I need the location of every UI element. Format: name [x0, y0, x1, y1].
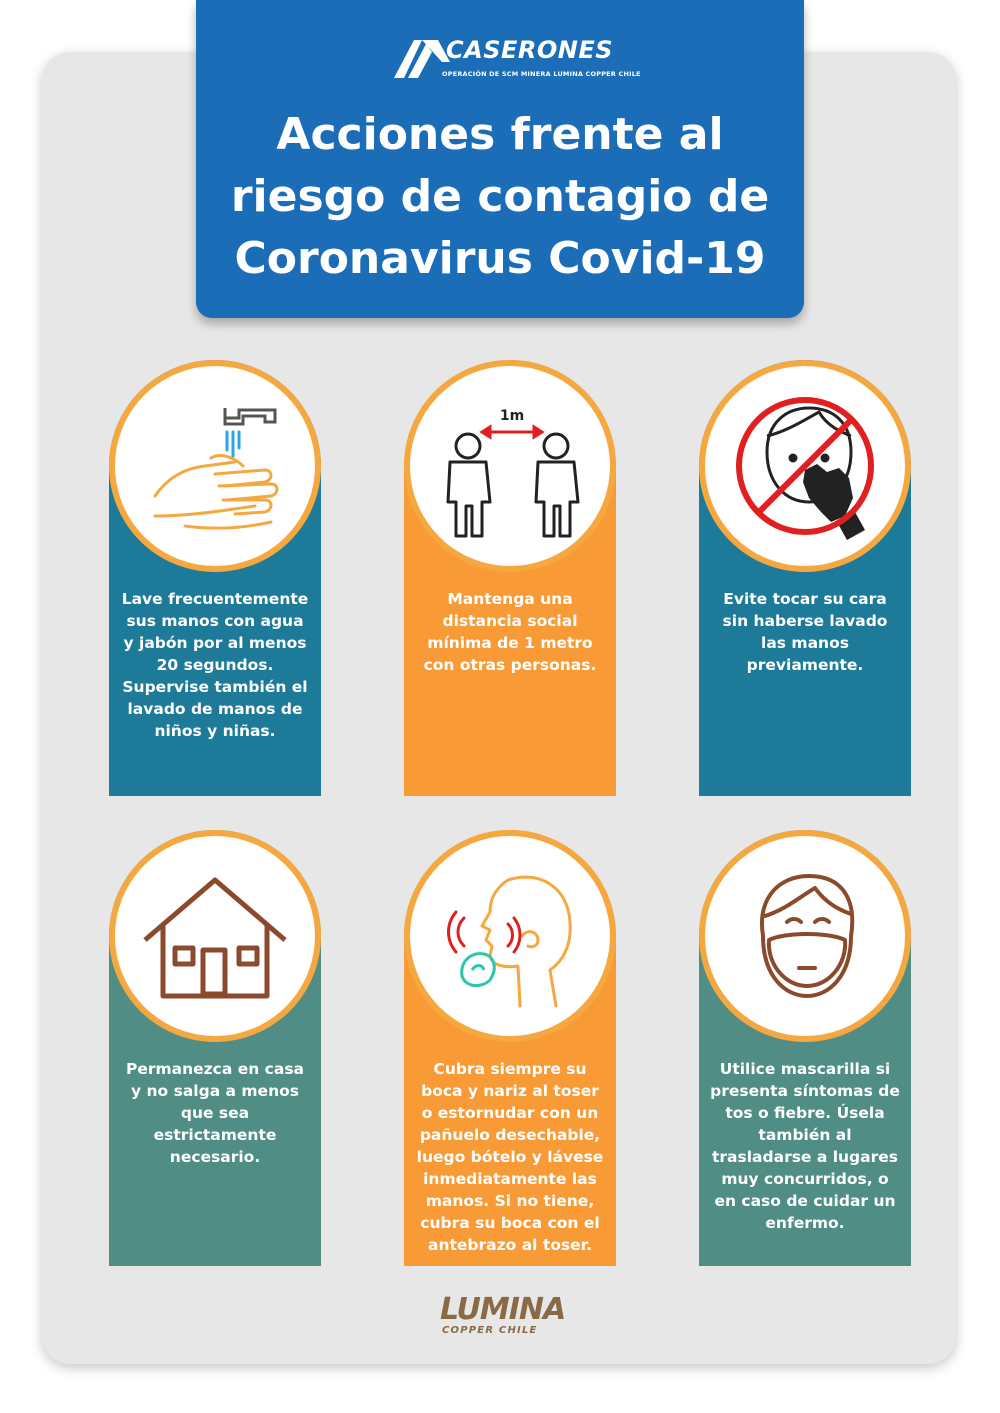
card-text: Utilice mascarilla si presenta síntomas de tos o fiebre. Úsela también al trasladarse a lugares muy concurridos, o en caso de cuidar un enfermo. — [710, 1060, 900, 1232]
page-title — [196, 104, 804, 290]
card-no-face-touch — [699, 360, 911, 796]
title-line-2: riesgo de contagio de — [230, 171, 770, 222]
card-text: Permanezca en casa y no salga a menos que sea estrictamente necesario. — [125, 1060, 304, 1166]
hand-washing-icon — [115, 366, 315, 566]
no-face-touch-icon — [705, 366, 905, 566]
header-banner — [196, 0, 804, 318]
caserones-subtitle: OPERACIÓN DE SCM MINERA LUMINA COPPER CHILE — [442, 70, 641, 78]
icon-circle — [699, 360, 911, 572]
card-text: Lave frecuentemente sus manos con agua y jabón por al menos 20 segundos. Supervise también el lavado de manos de niños y niñas. — [121, 590, 309, 740]
icon-circle — [109, 360, 321, 572]
icon-circle — [109, 830, 321, 1042]
house-icon — [115, 836, 315, 1036]
card-hand-washing — [109, 360, 321, 796]
title-line-3: Coronavirus Covid-19 — [234, 233, 766, 284]
icon-circle — [699, 830, 911, 1042]
card-text: Cubra siempre su boca y nariz al toser o estornudar con un pañuelo desechable, luego bótelo y lávese inmediatamente las manos. Si no tiene, cubra su boca con el antebrazo al toser. — [416, 1060, 604, 1254]
social-distance-icon — [410, 366, 610, 566]
cough-icon — [410, 836, 610, 1036]
lumina-subtitle: COPPER CHILE — [442, 1325, 538, 1336]
title-line-1: Acciones frente al — [276, 109, 724, 160]
card-text: Mantenga una distancia social mínima de 1 metro con otras personas. — [423, 590, 597, 674]
card-text: Evite tocar su cara sin haberse lavado las manos previamente. — [722, 590, 888, 674]
icon-circle — [404, 830, 616, 1042]
card-social-distance — [404, 360, 616, 796]
face-mask-icon — [705, 836, 905, 1036]
distance-label: 1m — [499, 408, 525, 424]
icon-circle — [404, 360, 616, 572]
caserones-brand: CASERONES — [446, 36, 614, 64]
card-face-mask — [699, 830, 911, 1266]
card-stay-home — [109, 830, 321, 1266]
lumina-brand: LUMINA — [440, 1292, 566, 1327]
card-cough — [404, 830, 616, 1266]
